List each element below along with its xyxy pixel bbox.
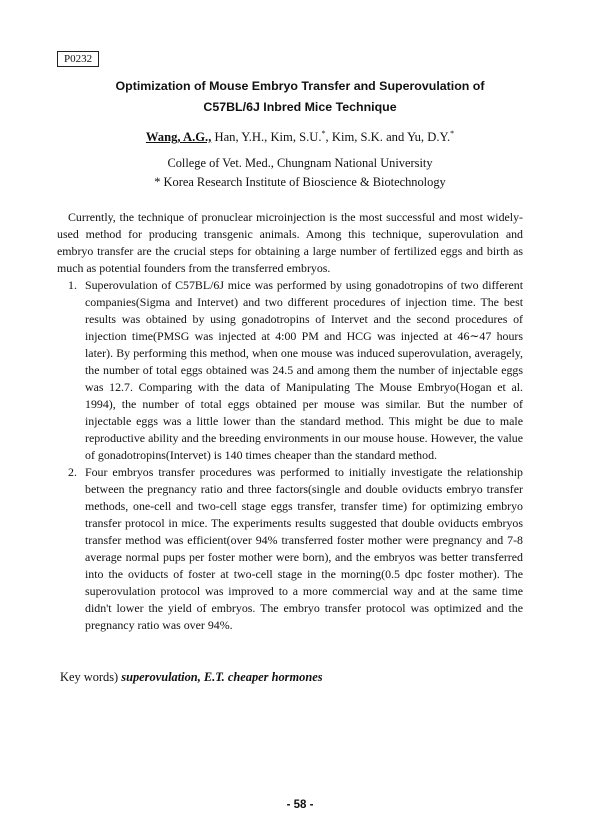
keywords-label: Key words)	[60, 670, 119, 684]
paper-id-box: P0232	[57, 51, 99, 67]
list-item	[57, 464, 523, 634]
list-item	[57, 277, 523, 464]
title-line-2: C57BL/6J Inbred Mice Technique	[203, 100, 397, 114]
affiliation-mark-2: *	[450, 128, 455, 138]
co-authors-a: Han, Y.H., Kim, S.U.	[211, 130, 322, 144]
paper-title	[40, 76, 560, 118]
affiliation-1: College of Vet. Med., Chungnam National University	[167, 156, 433, 170]
affiliation-mark-1: *	[321, 128, 326, 138]
list-item-text: Superovulation of C57BL/6J mice was performed by using gonadotropins of two different companies(Sigma and Intervet) and two different procedures of injection time. The best results was obtained by using gonadotropins of Intervet and the second procedures of injection time(PMSG was injected at 4:00 PM and HCG was injected at 46∼47 hours later). By performing this method, when one mouse was induced superovulation, averagely, the number of total eggs obtained was 24.5 and among them the number of injectable eggs was 12.7. Comparing with the data of Manipulating The Mouse Embryo(Hogan et al. 1994), the number of total eggs obtained per mouse was similar. But the number of injectable eggs was a little lower than the standard method. This might be due to male reproductive ability and the breeding environments in our mouse house. However, the value of gonadotropins(Intervet) is 140 times cheaper than the standard method.	[85, 278, 523, 462]
page-number: - 58 -	[286, 799, 314, 811]
list-item-number: 1.	[68, 278, 77, 292]
list-item-number: 2.	[68, 465, 77, 479]
keywords-line	[60, 669, 323, 685]
title-line-1: Optimization of Mouse Embryo Transfer and Superovulation of	[115, 79, 485, 93]
keywords-text: superovulation, E.T. cheaper hormones	[121, 670, 323, 684]
first-author: Wang, A.G.,	[145, 130, 212, 144]
author-list	[0, 129, 600, 145]
findings-list	[57, 277, 523, 634]
intro-paragraph: Currently, the technique of pronuclear microinjection is the most successful and most widely-used method for producing transgenic animals. Among this technique, superovulation and embryo transfer are the crucial steps for obtaining a large number of fertilized eggs and birth as much as potential founders from the transferred embryos.	[57, 210, 523, 275]
co-authors-b: , Kim, S.K. and Yu, D.Y.	[325, 130, 451, 144]
abstract-body	[57, 209, 523, 634]
list-item-text: Four embryos transfer procedures was performed to initially investigate the relationship between the pregnancy ratio and three factors(single and double oviducts embryo transfer methods, one-cell and two-cell stage eggs transfer, transfer time) for optimizing embryo transfer protocol in mice. The experiments results suggested that double oviducts embryos transfer method was efficient(over 94% transferred foster mother were pregnancy and 7-8 average normal pups per foster mother were born), and the embryos was better transferred into the oviducts of foster at two-cell stage in the morning(0.5 dpc foster mother). The superovulation protocol was improved to a more commercial way and at the same time didn't lower the yield of embryos. The embryo transfer protocol was optimized and the pregnancy ratio was over 94%.	[85, 465, 523, 632]
affiliation-2: * Korea Research Institute of Bioscience & Biotechnology	[154, 175, 446, 189]
